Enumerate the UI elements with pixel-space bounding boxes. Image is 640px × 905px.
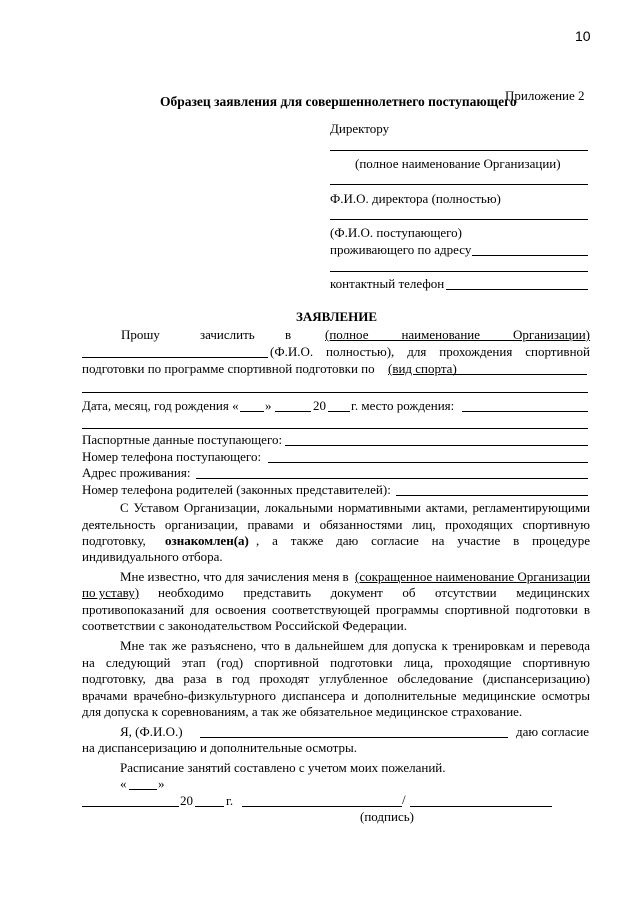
request-word-2: зачислить bbox=[200, 327, 255, 342]
para2-line-1-start: Мне известно, что для зачисления меня в bbox=[120, 569, 349, 584]
consent-fio-line bbox=[200, 737, 508, 738]
birth-place-line bbox=[462, 411, 588, 412]
para3-line-4: врачами врачебно-физкультурного диспансера и дополнительные медицинские осмотры bbox=[82, 688, 590, 703]
para2-org-name-end: по уставу) bbox=[82, 585, 140, 600]
address-line bbox=[196, 478, 588, 479]
director-fio-caption: Ф.И.О. директора (полностью) bbox=[330, 191, 501, 206]
blank-line-2 bbox=[82, 428, 588, 429]
sign-day-close: » bbox=[158, 776, 165, 791]
consent-line-2: на диспансеризацию и дополнительные осмотры. bbox=[82, 740, 357, 755]
birth-year-prefix: 20 bbox=[313, 398, 326, 413]
para3-line-1: Мне так же разъяснено, что в дальнейшем для допуска к тренировкам и перевода bbox=[120, 638, 590, 653]
parents-phone-label: Номер телефона родителей (законных представителей): bbox=[82, 482, 391, 497]
sign-day-open: « bbox=[120, 776, 127, 791]
applicant-phone-line bbox=[268, 462, 588, 463]
birth-date-close: » bbox=[265, 398, 272, 413]
para3-line-3: подготовку, два раза в год проходят углубленное обследование (диспансеризацию) bbox=[82, 671, 590, 686]
para1-line-1: С Уставом Организации, локальными нормативными актами, регламентирующими bbox=[120, 500, 590, 515]
passport-label: Паспортные данные поступающего: bbox=[82, 432, 283, 447]
page-number: 10 bbox=[575, 28, 591, 44]
para1-line-3-end: , а также даю согласие на участие в процедуре bbox=[256, 533, 590, 548]
request-sport: (вид спорта) bbox=[388, 361, 457, 376]
fio-line bbox=[82, 357, 268, 358]
director-org-line bbox=[330, 150, 588, 151]
para1-line-3-start: подготовку, bbox=[82, 533, 146, 548]
sign-slash: / bbox=[402, 792, 406, 807]
sign-day-line bbox=[129, 789, 157, 790]
request-word-1: Прошу bbox=[121, 327, 160, 342]
request-line-2: (Ф.И.О. полностью), для прохождения спортивной bbox=[270, 344, 590, 359]
signature-name-line bbox=[410, 806, 552, 807]
sign-year-prefix: 20 bbox=[180, 793, 193, 808]
org-name-line bbox=[330, 184, 588, 185]
para1-line-4: индивидуального отбора. bbox=[82, 549, 223, 564]
para3-line-2: на следующий этап (год) спортивной подготовки лица, проходящие спортивную bbox=[82, 655, 590, 670]
appendix-label: Приложение 2 bbox=[505, 88, 585, 103]
sign-year-line bbox=[195, 806, 224, 807]
address-label: Адрес проживания: bbox=[82, 465, 191, 480]
passport-line bbox=[285, 445, 588, 446]
contact-phone-line bbox=[446, 289, 588, 290]
director-fio-line bbox=[330, 219, 588, 220]
parents-phone-line bbox=[396, 495, 588, 496]
to-director: Директору bbox=[330, 121, 390, 136]
address-line-1 bbox=[472, 255, 588, 256]
request-line-3: подготовки по программе спортивной подготовки по bbox=[82, 361, 375, 376]
contact-phone-label: контактный телефон bbox=[330, 276, 445, 291]
statement-heading: ЗАЯВЛЕНИЕ bbox=[296, 309, 378, 324]
applicant-phone-label: Номер телефона поступающего: bbox=[82, 449, 262, 464]
para2-line-2: необходимо представить документ об отсутствии медицинских bbox=[158, 585, 590, 600]
request-org-name: (полное наименование Организации) bbox=[325, 327, 590, 342]
signature-caption: (подпись) bbox=[360, 809, 414, 824]
birth-place-label: г. место рождения: bbox=[351, 398, 455, 413]
consent-fio-label: Я, (Ф.И.О.) bbox=[120, 724, 183, 739]
consent-agree: даю согласие bbox=[516, 724, 590, 739]
birth-day-line bbox=[240, 411, 264, 412]
para3-line-5: для допуска к соревнованиям, а так же обязательное медицинское страхование. bbox=[82, 704, 523, 719]
org-full-name-caption: (полное наименование Организации) bbox=[355, 156, 561, 171]
birth-month-line bbox=[275, 411, 311, 412]
address-line-2 bbox=[330, 271, 588, 272]
sign-year-g: г. bbox=[226, 793, 234, 808]
para1-acknowledged: ознакомлен(а) bbox=[165, 533, 249, 548]
signature-line bbox=[242, 806, 402, 807]
sport-line bbox=[452, 374, 587, 375]
living-at-label: проживающего по адресу bbox=[330, 242, 472, 257]
sign-month-line bbox=[82, 806, 179, 807]
blank-line-1 bbox=[82, 392, 588, 393]
para2-org-name: (сокращенное наименование Организации bbox=[355, 569, 591, 584]
para2-line-3: противопоказаний для освоения соответствующей программы спортивной подготовки в bbox=[82, 602, 590, 617]
birth-year-line bbox=[328, 411, 350, 412]
para2-line-4: соответствии с законодательством Российской Федерации. bbox=[82, 618, 407, 633]
schedule-note: Расписание занятий составлено с учетом моих пожеланий. bbox=[120, 760, 446, 775]
birth-date-label: Дата, месяц, год рождения « bbox=[82, 398, 239, 413]
sample-title: Образец заявления для совершеннолетнего поступающего bbox=[160, 94, 517, 109]
request-word-3: в bbox=[285, 327, 292, 342]
para1-line-2: деятельность организации, правами и обязанностями лиц, проходящих спортивную bbox=[82, 517, 590, 532]
applicant-fio-caption: (Ф.И.О. поступающего) bbox=[330, 225, 462, 240]
